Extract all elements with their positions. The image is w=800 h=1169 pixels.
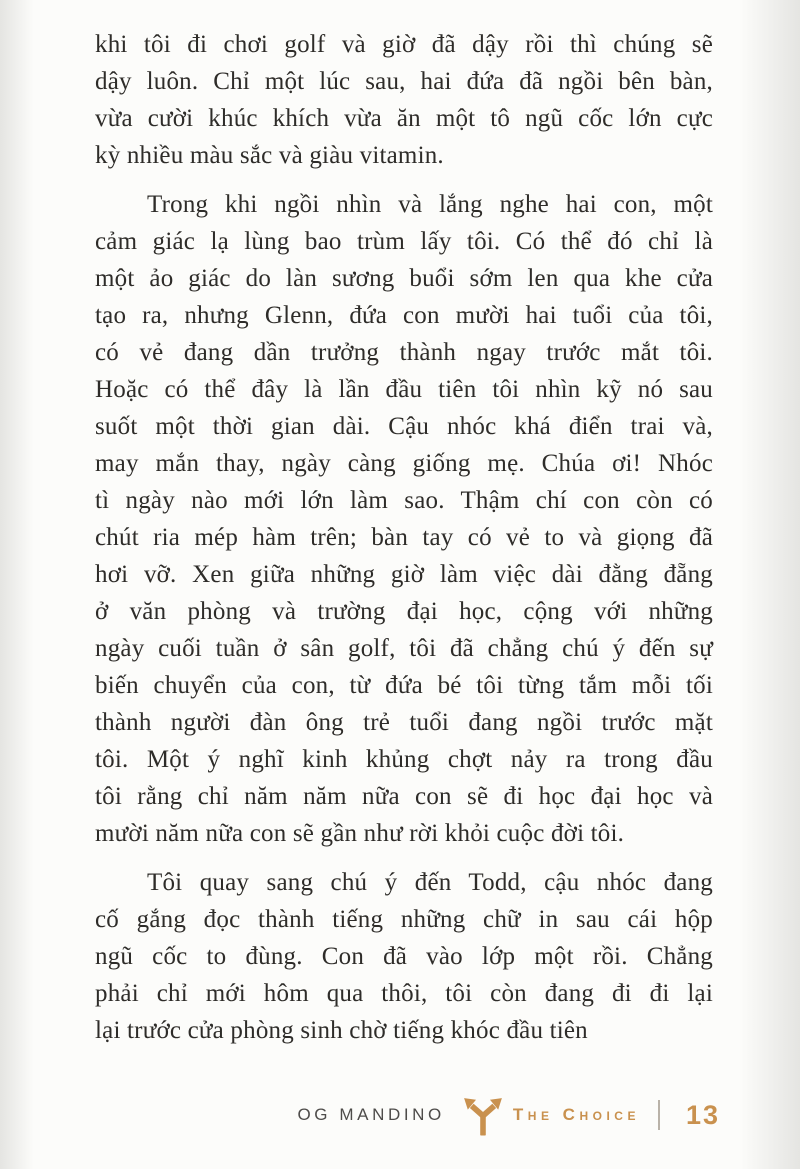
text-line: thành người đàn ông trẻ tuổi đang ngồi trước mặt [95, 709, 713, 736]
text-line: Hoặc có thể đây là lần đầu tiên tôi nhìn kỹ nó sau [95, 376, 713, 403]
text-line: tì ngày nào mới lớn làm sao. Thậm chí con còn có [95, 487, 713, 514]
text-line: hơi vỡ. Xen giữa những giờ làm việc dài đằng đẵng [95, 561, 713, 588]
text-line: có vẻ đang dần trưởng thành ngay trước mắt tôi. [95, 339, 713, 366]
text-line: biến chuyển của con, từ đứa bé tôi từng tắm mỗi tối [95, 672, 713, 699]
page-number: 13 [685, 1099, 720, 1130]
text-line: phải chỉ mới hôm qua thôi, tôi còn đang đi đi lại [95, 980, 713, 1007]
text-line: may mắn thay, ngày càng giống mẹ. Chúa ơi! Nhóc [95, 450, 713, 477]
text-line: tôi. Một ý nghĩ kinh khủng chợt nảy ra trong đầu [95, 746, 713, 773]
footer-author: OG MANDINO [297, 1105, 445, 1124]
footer-divider [658, 1100, 660, 1130]
paragraph [95, 186, 713, 852]
text-line: cảm giác lạ lùng bao trùm lấy tôi. Có thể đó chỉ là [95, 228, 713, 255]
text-line: ngũ cốc to đùng. Con đã vào lớp một rồi. Chẳng [95, 943, 713, 970]
text-line: tạo ra, nhưng Glenn, đứa con mười hai tuổi của tôi, [95, 302, 713, 329]
text-line: chút ria mép hàm trên; bàn tay có vẻ to và giọng đã [95, 524, 713, 551]
text-line: dậy luôn. Chỉ một lúc sau, hai đứa đã ngồi bên bàn, [95, 68, 713, 95]
text-line: suốt một thời gian dài. Cậu nhóc khá điển trai và, [95, 413, 713, 440]
forked-arrows-y-icon [457, 1092, 509, 1138]
scan-shadow-left [0, 0, 34, 1169]
text-line: lại trước cửa phòng sinh chờ tiếng khóc đầu tiên [95, 1017, 588, 1044]
paragraph [95, 26, 713, 174]
body-text [95, 26, 713, 1049]
footer-book-title: The Choice [512, 1105, 640, 1124]
text-line: tôi rằng chỉ năm năm nữa con sẽ đi học đại học và [95, 783, 713, 810]
scan-shadow-right [740, 0, 800, 1169]
text-line: kỳ nhiều màu sắc và giàu vitamin. [95, 142, 444, 169]
text-line: một ảo giác do làn sương buổi sớm len qua khe cửa [95, 265, 713, 292]
page-footer [297, 1092, 720, 1138]
text-line: mười năm nữa con sẽ gần như rời khỏi cuộc đời tôi. [95, 820, 625, 847]
text-line: ngày cuối tuần ở sân golf, tôi đã chẳng chú ý đến sự [95, 635, 713, 662]
text-line: ở văn phòng và trường đại học, cộng với những [95, 598, 713, 625]
paragraph [95, 864, 713, 1049]
text-line: Trong khi ngồi nhìn và lắng nghe hai con, một [147, 191, 713, 218]
text-line: khi tôi đi chơi golf và giờ đã dậy rồi thì chúng sẽ [95, 31, 713, 58]
text-line: Tôi quay sang chú ý đến Todd, cậu nhóc đang [147, 869, 713, 896]
text-line: cố gắng đọc thành tiếng những chữ in sau cái hộp [95, 906, 713, 933]
text-line: vừa cười khúc khích vừa ăn một tô ngũ cốc lớn cực [95, 105, 713, 132]
